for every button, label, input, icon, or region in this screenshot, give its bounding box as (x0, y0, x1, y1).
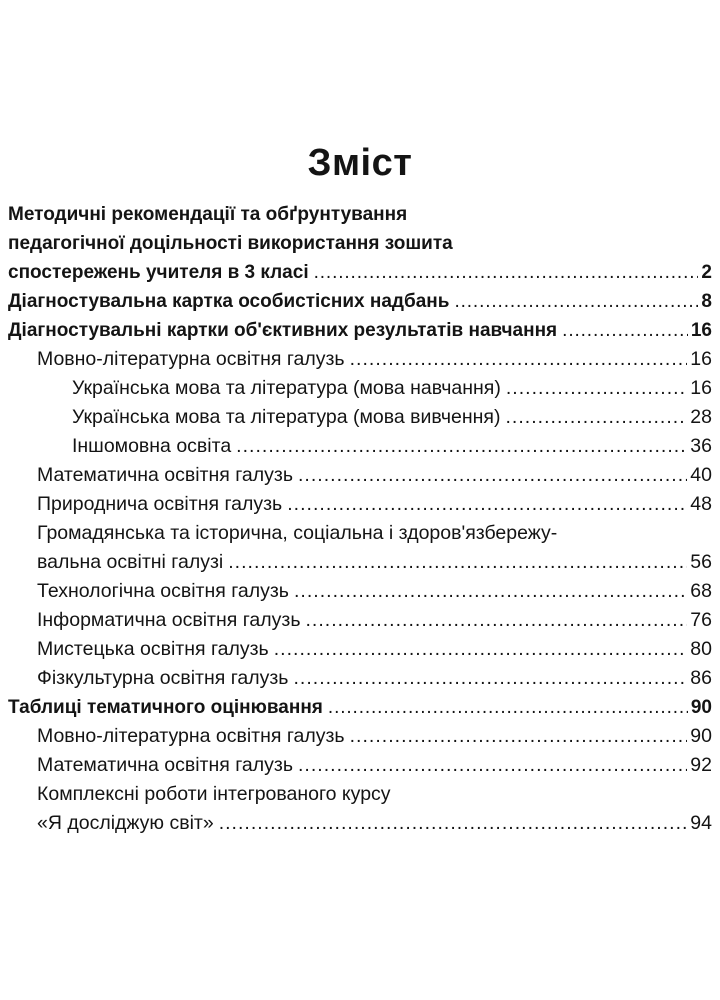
toc-page-number: 40 (690, 464, 712, 486)
toc-entry-title: «Я досліджую світ» (37, 812, 214, 834)
toc-entry-title-line: Комплексні роботи інтегрованого курсу (37, 783, 391, 805)
toc-entry-language-literature[interactable] (0, 345, 720, 374)
toc-entry-physical-education[interactable] (0, 664, 720, 693)
toc-entry-arts[interactable] (0, 635, 720, 664)
toc-entry-title: Фізкультурна освітня галузь (37, 667, 289, 689)
dot-leader (293, 664, 687, 693)
toc-entry-integrated-course[interactable] (0, 780, 720, 838)
toc-page-number: 76 (690, 609, 712, 631)
table-of-contents (0, 197, 720, 838)
toc-page-number: 36 (690, 435, 712, 457)
toc-entry-ukrainian-study[interactable] (0, 403, 720, 432)
toc-entry-title: вальна освітні галузі (37, 551, 224, 573)
toc-entry-title: Мистецька освітня галузь (37, 638, 269, 660)
toc-page-number: 94 (690, 812, 712, 834)
dot-leader (314, 258, 699, 287)
toc-entry-title: Природнича освітня галузь (37, 493, 283, 515)
toc-page-number: 68 (690, 580, 712, 602)
toc-entry-methodical[interactable] (0, 197, 720, 287)
dot-leader (562, 316, 688, 345)
toc-page-number: 56 (690, 551, 712, 573)
toc-entry-technology[interactable] (0, 577, 720, 606)
toc-entry-title: Мовно-літературна освітня галузь (37, 348, 345, 370)
toc-entry-mathematics[interactable] (0, 461, 720, 490)
dot-leader (506, 374, 687, 403)
toc-entry-title-line: Громадянська та історична, соціальна і здоров'язбережу- (37, 522, 558, 544)
toc-entry-title: Математична освітня галузь (37, 464, 293, 486)
toc-entry-language-literature-tables[interactable] (0, 722, 720, 751)
toc-entry-thematic-tables[interactable] (0, 693, 720, 722)
toc-page-number: 92 (690, 754, 712, 776)
toc-entry-title: Українська мова та література (мова вивчення) (72, 406, 501, 428)
page-title: Зміст (307, 142, 413, 184)
toc-entry-objective-cards[interactable] (0, 316, 720, 345)
dot-leader (454, 287, 698, 316)
dot-leader (305, 606, 687, 635)
toc-entry-title: Українська мова та література (мова навчання) (72, 377, 501, 399)
dot-leader (287, 490, 687, 519)
toc-entry-title: спостережень учителя в 3 класі (8, 262, 309, 283)
toc-entry-ukrainian-instruction[interactable] (0, 374, 720, 403)
toc-entry-civic-history[interactable] (0, 519, 720, 577)
toc-entry-title-line: педагогічної доцільності використання зошита (8, 233, 453, 254)
toc-entry-foreign-language[interactable] (0, 432, 720, 461)
toc-page-number: 90 (690, 697, 712, 718)
toc-entry-title-line: Методичні рекомендації та обґрунтування (8, 204, 408, 225)
dot-leader (219, 809, 688, 838)
toc-entry-title: Математична освітня галузь (37, 754, 293, 776)
toc-entry-title: Діагностувальна картка особистісних надбань (8, 291, 450, 312)
toc-entry-title: Інформатична освітня галузь (37, 609, 301, 631)
toc-page-number: 16 (690, 320, 712, 341)
toc-entry-title: Технологічна освітня галузь (37, 580, 289, 602)
toc-page-number: 16 (690, 348, 712, 370)
toc-page-number: 48 (690, 493, 712, 515)
dot-leader (298, 461, 687, 490)
toc-page-number: 2 (701, 262, 712, 283)
toc-page-number: 28 (690, 406, 712, 428)
toc-page-number: 16 (690, 377, 712, 399)
toc-page-number: 90 (690, 725, 712, 747)
dot-leader (350, 345, 688, 374)
dot-leader (505, 403, 687, 432)
toc-page-number: 86 (690, 667, 712, 689)
dot-leader (274, 635, 688, 664)
dot-leader (228, 548, 687, 577)
dot-leader (350, 722, 688, 751)
dot-leader (294, 577, 687, 606)
toc-entry-title: Діагностувальні картки об'єктивних результатів навчання (8, 320, 558, 341)
toc-entry-natural-science[interactable] (0, 490, 720, 519)
toc-entry-title: Іншомовна освіта (72, 435, 232, 457)
toc-entry-title: Мовно-літературна освітня галузь (37, 725, 345, 747)
dot-leader (328, 693, 688, 722)
toc-page-number: 8 (701, 291, 712, 312)
dot-leader (236, 432, 687, 461)
dot-leader (298, 751, 687, 780)
toc-page-number: 80 (690, 638, 712, 660)
toc-entry-title: Таблиці тематичного оцінювання (8, 697, 323, 718)
toc-entry-personal-card[interactable] (0, 287, 720, 316)
toc-entry-mathematics-tables[interactable] (0, 751, 720, 780)
toc-entry-informatics[interactable] (0, 606, 720, 635)
